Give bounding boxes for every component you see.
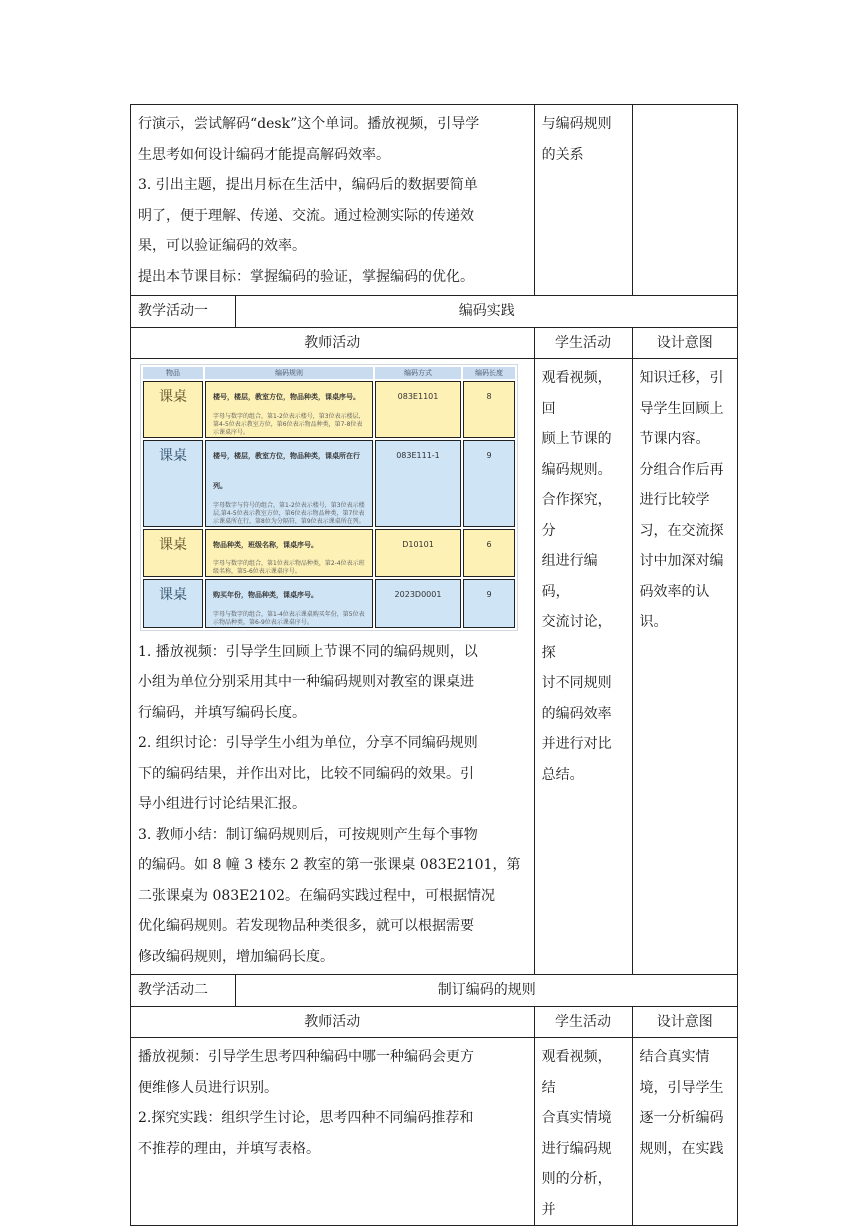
text-line: 顾上节课的 bbox=[541, 431, 612, 447]
activity1-design-cell bbox=[632, 359, 738, 975]
activity2-column-headers bbox=[131, 1006, 738, 1038]
intro-student-cell bbox=[534, 105, 632, 296]
text-line: 讨不同规则 bbox=[541, 675, 612, 691]
rule-header-code: 编码方式 bbox=[375, 367, 461, 379]
activity1-student-cell bbox=[534, 359, 632, 975]
col-design-intent: 设计意图 bbox=[632, 1006, 738, 1038]
text-line: 习，在交流探 bbox=[639, 522, 724, 539]
text-line: 进行比较学 bbox=[639, 492, 710, 508]
rule-length: 8 bbox=[463, 381, 515, 438]
intro-teacher-cell bbox=[131, 105, 535, 296]
activity1-body-row bbox=[131, 359, 738, 975]
text-line: 小组为单位分别采用其中一种编码规则对教室的课桌进 bbox=[138, 674, 474, 690]
rule-row bbox=[143, 579, 515, 628]
rule-item: 课桌 bbox=[143, 440, 203, 527]
text-line: 识。 bbox=[639, 614, 668, 630]
rule-row bbox=[143, 529, 515, 578]
col-student-activity: 学生活动 bbox=[534, 1006, 632, 1038]
text-line: 2.探究实践：组织学生讨论，思考四种不同编码推荐和 bbox=[138, 1110, 474, 1126]
text-line: 码效率的认 bbox=[639, 583, 710, 600]
text-line: 修改编码规则，增加编码长度。 bbox=[138, 948, 334, 965]
text-line: 组进行编码， bbox=[541, 553, 598, 600]
text-line: 明了，便于理解、传递、交流。通过检测实际的传递效 bbox=[138, 207, 474, 224]
text-line: 提出本节课目标：掌握编码的验证，掌握编码的优化。 bbox=[138, 268, 474, 285]
activity1-column-headers bbox=[131, 327, 738, 359]
text-line: 的编码效率 bbox=[541, 705, 612, 722]
rule-desc: 字母与数字的组合，第1-2位表示楼号，第3位表示楼层,第4-5位表示教室方位，第6位表示物品种类，第7-8位表示课桌序号。 bbox=[213, 412, 363, 436]
rule-row bbox=[143, 381, 515, 438]
activity1-title: 编码实践 bbox=[236, 296, 738, 328]
rule-code: 2023D0001 bbox=[375, 579, 461, 628]
rule-title: 楼号，楼层，教室方位，物品种类，课桌序号。 bbox=[213, 393, 360, 401]
text-line: 进行编码规 bbox=[541, 1140, 612, 1157]
text-line: 与编码规则 bbox=[541, 116, 612, 132]
col-teacher-activity: 教师活动 bbox=[131, 1006, 535, 1038]
lesson-plan-table bbox=[130, 104, 738, 1226]
text-line: 优化编码规则。若发现物品种类很多，就可以根据需要 bbox=[138, 918, 474, 934]
rule-text bbox=[205, 381, 373, 438]
text-line: 生思考如何设计编码才能提高解码效率。 bbox=[138, 146, 390, 163]
text-line: 并进行对比 bbox=[541, 736, 612, 752]
text-line: 交流讨论，探 bbox=[541, 614, 612, 661]
activity2-design-cell bbox=[632, 1038, 738, 1226]
rule-title: 购买年份，物品种类，课桌序号。 bbox=[213, 591, 318, 599]
text-line: 3. 教师小结：制订编码规则后，可按规则产生每个事物 bbox=[138, 826, 478, 843]
text-line: 行演示，尝试解码“desk”这个单词。播放视频，引导学 bbox=[138, 116, 480, 132]
text-line: 分组合作后再 bbox=[639, 461, 724, 478]
text-line: 播放视频：引导学生思考四种编码中哪一种编码会更方 bbox=[138, 1049, 474, 1065]
text-line: 逐一分析编码 bbox=[639, 1110, 724, 1126]
rule-table-header bbox=[143, 367, 515, 379]
activity1-teacher-cell bbox=[131, 359, 535, 975]
text-line: 讨中加深对编 bbox=[639, 553, 724, 569]
text-line: 3. 引出主题，提出月标在生活中，编码后的数据要简单 bbox=[138, 177, 478, 193]
text-line: 果，可以验证编码的效率。 bbox=[138, 238, 306, 254]
rule-code: 083E1101 bbox=[375, 381, 461, 438]
rule-length: 6 bbox=[463, 529, 515, 578]
activity1-label: 教学活动一 bbox=[131, 296, 236, 328]
text-line: 2. 组织讨论：引导学生小组为单位，分享不同编码规则 bbox=[138, 735, 478, 751]
activity2-body-row bbox=[131, 1038, 738, 1226]
text-line: 观看视频，结 bbox=[541, 1049, 612, 1096]
rule-desc: 字母与数字的组合，第1-4位表示课桌购买年份，第5位表示物品种类，第6-9位表示课桌序号。 bbox=[213, 610, 365, 626]
rule-header-rule: 编码规则 bbox=[205, 367, 373, 379]
coding-rule-table-image bbox=[140, 364, 518, 631]
text-line: 规则，在实践 bbox=[639, 1140, 724, 1157]
text-line: 二张课桌为 083E2102。在编码实践过程中，可根据情况 bbox=[138, 887, 496, 904]
rule-title: 楼号，楼层，教室方位，物品种类，课桌所在行列。 bbox=[213, 451, 360, 490]
rule-text bbox=[205, 440, 373, 527]
rule-text bbox=[205, 529, 373, 578]
activity2-label-row bbox=[131, 975, 738, 1007]
rule-length: 9 bbox=[463, 579, 515, 628]
text-line: 观看视频，回 bbox=[541, 370, 612, 417]
activity2-student-cell bbox=[534, 1038, 632, 1226]
col-teacher-activity: 教师活动 bbox=[131, 327, 535, 359]
rule-item: 课桌 bbox=[143, 381, 203, 438]
text-line: 境，引导学生 bbox=[639, 1079, 724, 1096]
text-line: 的关系 bbox=[541, 146, 584, 163]
rule-desc: 字母数字与符号的组合，第1-2位表示楼号，第3位表示楼层,第4-5位表示教室方位，第6位表示物品种类，第7位表示课桌所在行，第8位为分隔符，第9位表示课桌所在列。 bbox=[213, 501, 365, 525]
text-line: 1. 播放视频：引导学生回顾上节课不同的编码规则，以 bbox=[138, 643, 478, 660]
text-line: 结合真实情 bbox=[639, 1049, 710, 1065]
text-line: 便维修人员进行识别。 bbox=[138, 1079, 278, 1096]
rule-item: 课桌 bbox=[143, 529, 203, 578]
rule-header-length: 编码长度 bbox=[463, 367, 515, 379]
rule-code: 083E111-1 bbox=[375, 440, 461, 527]
text-line: 总结。 bbox=[541, 766, 584, 783]
activity2-title: 制订编码的规则 bbox=[236, 975, 738, 1007]
text-line: 下的编码结果，并作出对比，比较不同编码的效果。引 bbox=[138, 765, 474, 782]
text-line: 导学生回顾上 bbox=[639, 400, 724, 417]
rule-item: 课桌 bbox=[143, 579, 203, 628]
intro-row bbox=[131, 105, 738, 296]
rule-row bbox=[143, 440, 515, 527]
rule-header-item: 物品 bbox=[143, 367, 203, 379]
rule-title: 物品种类，班级名称，课桌序号。 bbox=[213, 540, 318, 549]
text-line: 不推荐的理由，并填写表格。 bbox=[138, 1140, 320, 1157]
text-line: 合真实情境 bbox=[541, 1110, 612, 1126]
lesson-plan-page bbox=[130, 104, 738, 1226]
col-student-activity: 学生活动 bbox=[534, 327, 632, 359]
text-line: 合作探究，分 bbox=[541, 492, 612, 539]
text-line: 编码规则。 bbox=[541, 461, 612, 478]
rule-text bbox=[205, 579, 373, 628]
activity1-label-row bbox=[131, 296, 738, 328]
text-line: 的编码。如 8 幢 3 楼东 2 教室的第一张课桌 083E2101，第 bbox=[138, 857, 521, 873]
col-design-intent: 设计意图 bbox=[632, 327, 738, 359]
text-line: 导小组进行讨论结果汇报。 bbox=[138, 796, 306, 812]
text-line: 则的分析，并 bbox=[541, 1171, 612, 1218]
coding-rule-table bbox=[141, 365, 517, 630]
text-line: 节课内容。 bbox=[639, 431, 710, 447]
rule-length: 9 bbox=[463, 440, 515, 527]
activity2-label: 教学活动二 bbox=[131, 975, 236, 1007]
rule-code: D10101 bbox=[375, 529, 461, 578]
text-line: 行编码，并填写编码长度。 bbox=[138, 704, 306, 721]
rule-desc: 字母与数字的组合，第1位表示物品种类，第2-4位表示班级名称，第5-6位表示课桌序号。 bbox=[213, 560, 365, 575]
intro-design-cell bbox=[632, 105, 738, 296]
activity2-teacher-cell bbox=[131, 1038, 535, 1226]
text-line: 知识迁移，引 bbox=[639, 370, 724, 386]
